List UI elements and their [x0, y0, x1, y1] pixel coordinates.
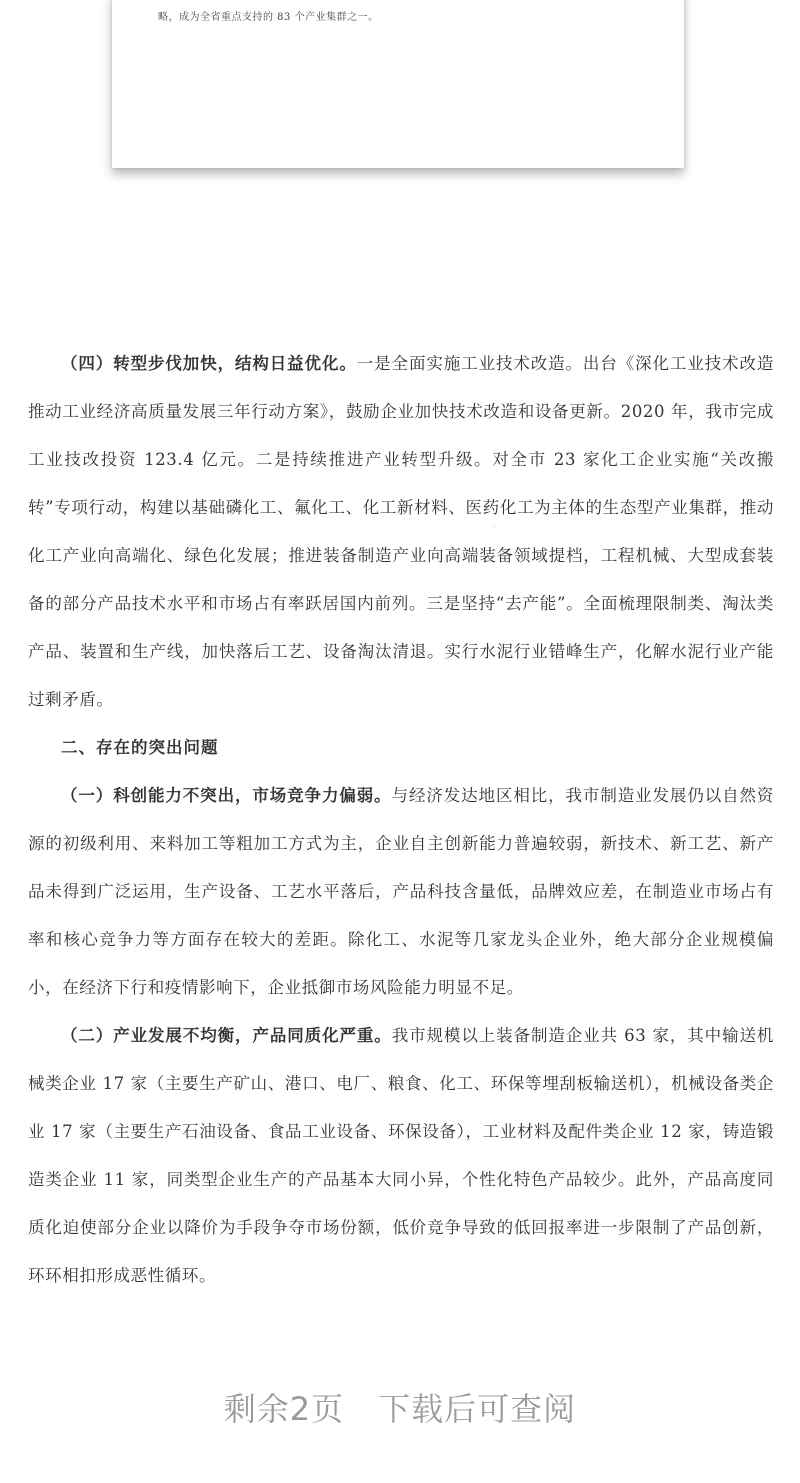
- section-4-lead: （四）转型步伐加快，结构日益优化。: [61, 354, 357, 373]
- paragraph-problem-2: [28, 1012, 774, 1300]
- problem-1-lead: （一）科创能力不突出，市场竞争力偏弱。: [61, 786, 392, 805]
- document-preview-card: [112, 0, 684, 168]
- remaining-pages-text: 剩余2页: [223, 1390, 345, 1428]
- paragraph-problem-1: [28, 772, 774, 1012]
- section-heading-problems: 二、存在的突出问题: [61, 738, 219, 757]
- problem-2-lead: （二）产业发展不均衡，产品同质化严重。: [61, 1026, 392, 1045]
- download-banner[interactable]: [0, 1384, 800, 1430]
- preview-card-text: 略，成为全省重点支持的 83 个产业集群之一。: [158, 12, 379, 23]
- document-body: [28, 340, 774, 1300]
- download-to-view-link[interactable]: 下载后可查阅: [378, 1390, 577, 1428]
- paragraph-section-4: [28, 340, 774, 724]
- problem-2-text: 我市规模以上装备制造企业共 63 家，其中输送机械类企业 17 家（主要生产矿山、港口、电厂、粮食、化工、环保等埋刮板输送机），机械设备类企业 17 家（主要生产石油设备、食品工业设备、环保设备），工业材料及配件类企业 12 家，铸造锻造类企业 11 家，同类型企业生产的产品基本大同小异，个性化特色产品较少。此外，产品高度同质化迫使部分企业以降价为手段争夺市场份额，低价竞争导致的低回报率进一步限制了产品创新，环环相扣形成恶性循环。: [28, 1026, 774, 1285]
- problem-1-text: 与经济发达地区相比，我市制造业发展仍以自然资源的初级利用、来料加工等粗加工方式为主，企业自主创新能力普遍较弱，新技术、新工艺、新产品未得到广泛运用，生产设备、工艺水平落后，产品科技含量低，品牌效应差，在制造业市场占有率和核心竞争力等方面存在较大的差距。除化工、水泥等几家龙头企业外，绝大部分企业规模偏小，在经济下行和疫情影响下，企业抵御市场风险能力明显不足。: [28, 786, 775, 997]
- section-4-text: 一是全面实施工业技术改造。出台《深化工业技术改造推动工业经济高质量发展三年行动方案》，鼓励企业加快技术改造和设备更新。2020 年，我市完成工业技改投资 123.4 亿元。二是持续推进产业转型升级。对全市 23 家化工企业实施“关改搬转”专项行动，构建以基础磷化工、氟化工、化工新材料、医药化工为主体的生态型产业集群，推动化工产业向高端化、绿色化发展；推进装备制造产业向高端装备领域提档，工程机械、大型成套装备的部分产品技术水平和市场占有率跃居国内前列。三是坚持“去产能”。全面梳理限制类、淘汰类产品、装置和生产线，加快落后工艺、设备淘汰清退。实行水泥行业错峰生产，化解水泥行业产能过剩矛盾。: [28, 354, 775, 709]
